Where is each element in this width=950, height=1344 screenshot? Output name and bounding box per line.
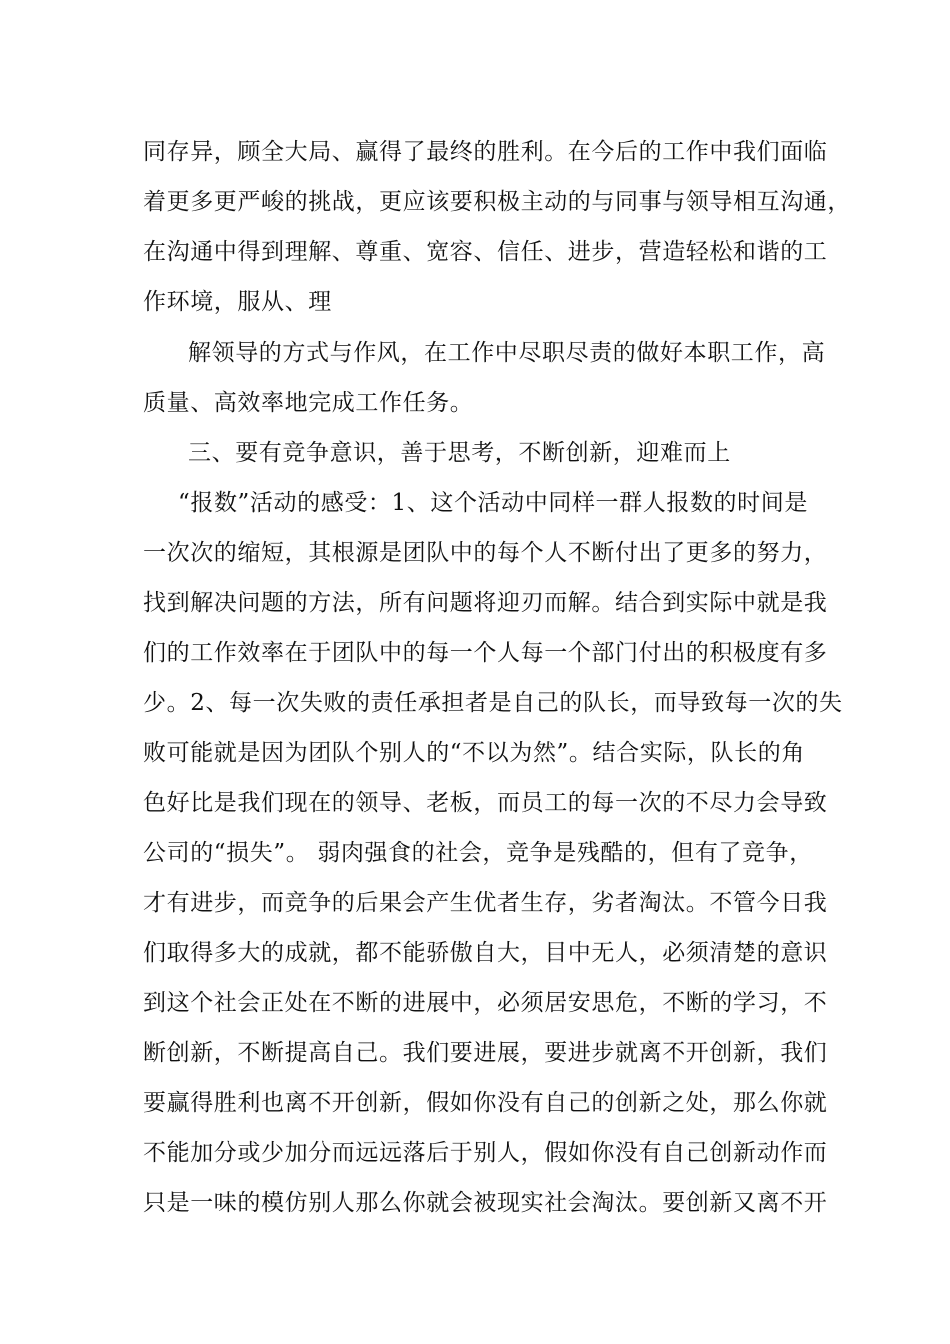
text-line: 在沟通中得到理解、尊重、宽容、信任、进步，营造轻松和谐的工 xyxy=(143,239,828,265)
text-line: 要赢得胜利也离不开创新，假如你没有自己的创新之处，那么你就 xyxy=(143,1090,828,1116)
text-line: 们的工作效率在于团队中的每一个人每一个部门付出的积极度有多 xyxy=(143,640,828,666)
text-line: 才有进步，而竞争的后果会产生优者生存，劣者淘汰。不管今日我 xyxy=(143,890,828,916)
text-line: 们取得多大的成就，都不能骄傲自大，目中无人，必须清楚的意识 xyxy=(143,940,828,966)
text-line: 公司的“损失”。 弱肉强食的社会，竞争是残酷的，但有了竞争， xyxy=(143,840,813,866)
text-line: 一次次的缩短，其根源是团队中的每个人不断付出了更多的努力， xyxy=(143,540,828,566)
text-line: 解领导的方式与作风，在工作中尽职尽责的做好本职工作，高 xyxy=(188,340,826,366)
text-line: 作环境，服从、理 xyxy=(143,289,332,315)
text-line: 着更多更严峻的挑战，更应该要积极主动的与同事与领导相互沟通， xyxy=(143,189,851,215)
text-line: 断创新，不断提高自己。我们要进展，要进步就离不开创新，我们 xyxy=(143,1040,828,1066)
text-line: 不能加分或少加分而远远落后于别人，假如你没有自己创新动作而 xyxy=(143,1140,828,1166)
text-line: 只是一味的模仿别人那么你就会被现实社会淘汰。要创新又离不开 xyxy=(143,1190,828,1216)
text-line: 少。2、每一次失败的责任承担者是自己的队长，而导致每一次的失 xyxy=(143,690,843,716)
text-line: 找到解决问题的方法，所有问题将迎刃而解。结合到实际中就是我 xyxy=(143,590,828,616)
text-line: 败可能就是因为团队个别人的“不以为然”。结合实际，队长的角 xyxy=(143,740,805,766)
text-line: 色好比是我们现在的领导、老板，而员工的每一次的不尽力会导致 xyxy=(143,790,828,816)
section-heading: 三、要有竞争意识，善于思考，不断创新，迎难而上 xyxy=(188,440,731,466)
text-line: 同存异，顾全大局、赢得了最终的胜利。在今后的工作中我们面临 xyxy=(143,139,828,165)
text-line: “报数”活动的感受：1、这个活动中同样一群人报数的时间是 xyxy=(178,490,808,516)
text-line: 到这个社会正处在不断的进展中，必须居安思危，不断的学习，不 xyxy=(143,990,828,1016)
text-line: 质量、高效率地完成工作任务。 xyxy=(143,390,474,416)
